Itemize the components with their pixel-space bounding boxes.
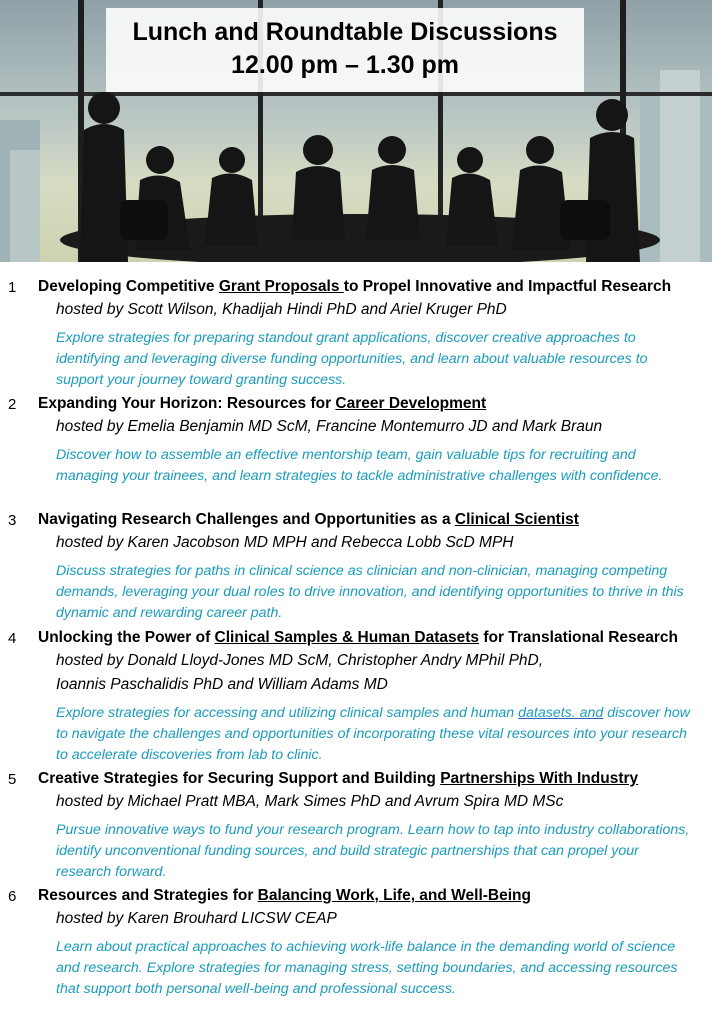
session-title-text: Developing Competitive bbox=[38, 278, 219, 295]
title-box bbox=[106, 8, 584, 92]
session-list bbox=[0, 276, 712, 1003]
session-title-text: Unlocking the Power of bbox=[38, 629, 215, 646]
session-number: 1 bbox=[8, 279, 17, 296]
session-title-text: Expanding Your Horizon: Resources for bbox=[38, 395, 336, 412]
session-hosts: hosted by Karen Jacobson MD MPH and Rebecca Lobb ScD MPH bbox=[56, 534, 514, 551]
session-topic-link[interactable]: Balancing Work, Life, and Well-Being bbox=[257, 887, 531, 904]
event-time: 12.00 pm – 1.30 pm bbox=[231, 51, 459, 79]
session-title-text: Creative Strategies for Securing Support and Building bbox=[38, 770, 441, 787]
session-hosts: hosted by Michael Pratt MBA, Mark Simes PhD and Avrum Spira MD MSc bbox=[56, 793, 564, 810]
session-number: 3 bbox=[8, 512, 17, 529]
session-topic-link[interactable]: Grant Proposals bbox=[218, 278, 344, 295]
session-item bbox=[0, 885, 712, 1003]
session-title-text: Navigating Research Challenges and Opportunities as a bbox=[38, 511, 455, 528]
session-item bbox=[0, 393, 712, 509]
session-topic-link[interactable]: Career Development bbox=[335, 395, 487, 412]
session-item bbox=[0, 627, 712, 768]
session-topic-link[interactable]: Partnerships With Industry bbox=[440, 770, 639, 787]
session-hosts: hosted by Emelia Benjamin MD ScM, Francine Montemurro JD and Mark Braun bbox=[56, 418, 603, 435]
session-hosts: hosted by Karen Brouhard LICSW CEAP bbox=[56, 910, 337, 927]
session-description bbox=[56, 703, 696, 766]
header-banner bbox=[0, 0, 712, 262]
session-item bbox=[0, 276, 712, 393]
session-item bbox=[0, 509, 712, 627]
page-title: Lunch and Roundtable Discussions bbox=[132, 18, 558, 46]
session-description: Pursue innovative ways to fund your research program. Learn how to tap into industry collaborations, identify unconventional funding sources, and build strategic partnerships that can propel your research forward. bbox=[56, 822, 690, 880]
session-description: Discuss strategies for paths in clinical science as clinician and non-clinician, managing competing demands, leveraging your dual roles to drive innovation, and identifying opportunities to thrive in this dynamic and rewarding career path. bbox=[56, 563, 684, 621]
session-number: 5 bbox=[8, 771, 17, 788]
session-title-text: to Propel Innovative and Impactful Research bbox=[343, 278, 672, 295]
session-item bbox=[0, 768, 712, 885]
session-title bbox=[38, 276, 712, 298]
session-title bbox=[38, 393, 712, 415]
session-hosts: hosted by Scott Wilson, Khadijah Hindi PhD and Ariel Kruger PhD bbox=[56, 301, 507, 318]
session-title bbox=[38, 627, 712, 649]
session-title bbox=[38, 885, 712, 907]
session-topic-link[interactable]: Clinical Samples & Human Datasets bbox=[214, 629, 480, 646]
session-hosts: hosted by Donald Lloyd-Jones MD ScM, Christopher Andry MPhil PhD, bbox=[56, 652, 544, 669]
session-number: 2 bbox=[8, 396, 17, 413]
session-title-text: for Translational Research bbox=[479, 629, 679, 646]
datasets-link[interactable]: datasets. and bbox=[518, 705, 604, 721]
description-text: Explore strategies for accessing and utilizing clinical samples and human bbox=[56, 705, 519, 721]
session-title bbox=[38, 768, 712, 790]
session-topic-link[interactable]: Clinical Scientist bbox=[454, 511, 579, 528]
session-title-text: Resources and Strategies for bbox=[38, 887, 258, 904]
description-text: discover how to navigate the challenges and opportunities of incorporating these vital resources into your research to accelerate discoveries from lab to clinic. bbox=[56, 705, 691, 763]
session-description: Discover how to assemble an effective mentorship team, gain valuable tips for recruiting and managing your trainees, and learn strategies to tackle administrative challenges with confidence. bbox=[56, 447, 663, 484]
session-hosts-continued: Ioannis Paschalidis PhD and William Adams MD bbox=[56, 676, 388, 693]
session-number: 6 bbox=[8, 888, 17, 905]
session-description: Explore strategies for preparing standout grant applications, discover creative approaches to identifying and leveraging diverse funding opportunities, and learn about valuable resources to support your journey toward granting success. bbox=[56, 330, 648, 388]
session-description: Learn about practical approaches to achieving work-life balance in the demanding world of science and research. Explore strategies for managing stress, setting boundaries, and accessing resources that support both personal well-being and professional success. bbox=[56, 939, 678, 997]
session-number: 4 bbox=[8, 630, 17, 647]
session-title bbox=[38, 509, 712, 531]
